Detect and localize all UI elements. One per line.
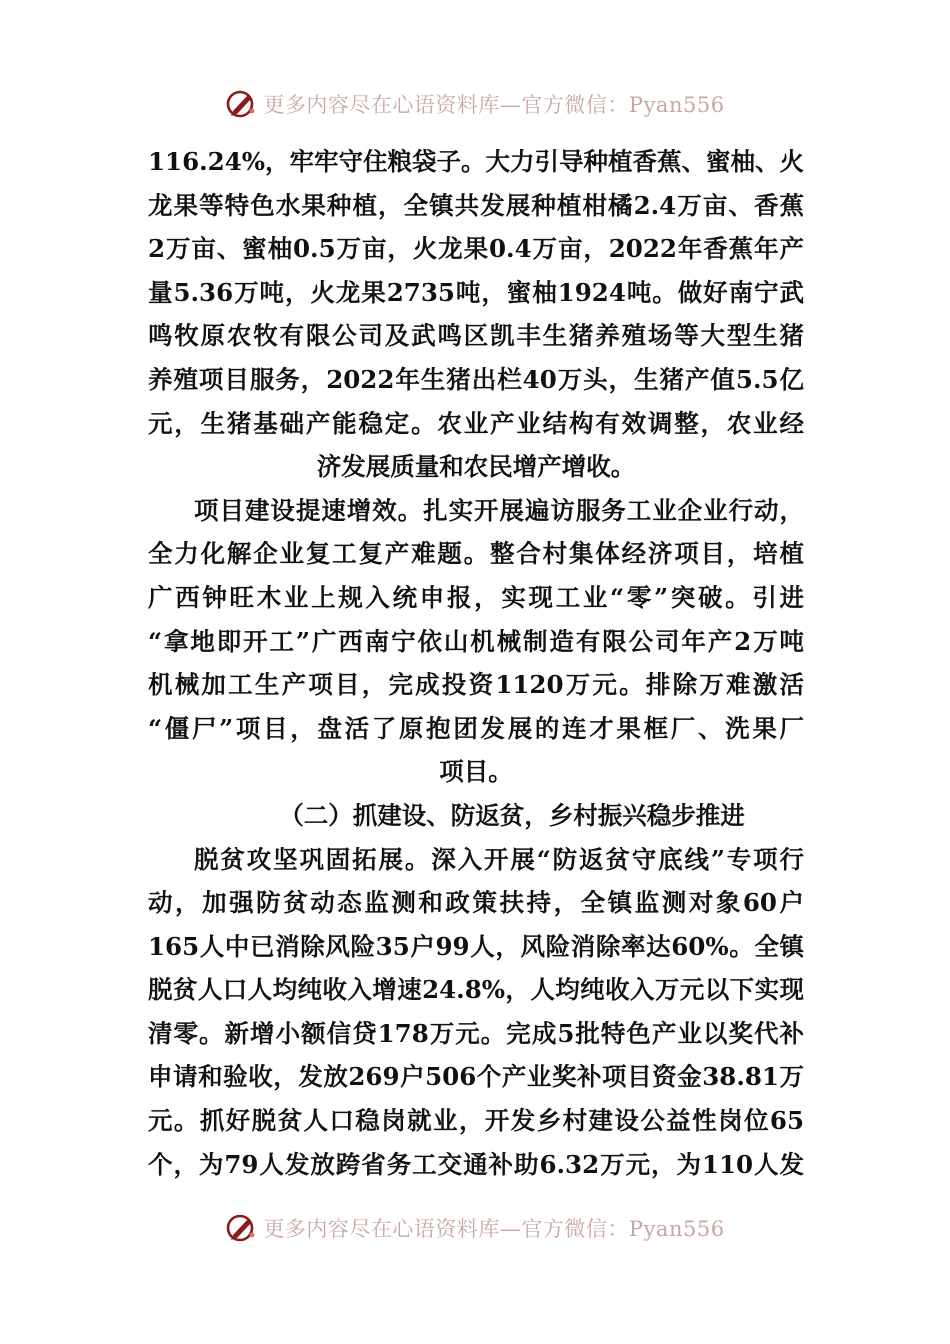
text-line: 机械加工生产项目，完成投资1120万元。排除万难激活 — [148, 670, 804, 700]
paragraph-start: 脱贫攻坚巩固拓展。深入开展“防返贫守底线”专项行 — [194, 844, 804, 874]
text-line: 脱贫人口人均纯收入增速24.8%，人均纯收入万元以下实现 — [148, 975, 804, 1005]
paragraph-start: 项目建设提速增效。扎实开展遍访服务工业企业行动， — [194, 495, 804, 525]
text-line: 2万亩、蜜柚0.5万亩，火龙果0.4万亩，2022年香蕉年产 — [148, 234, 804, 264]
document-body — [148, 140, 804, 1186]
text-line: 量5.36万吨，火龙果2735吨，蜜柚1924吨。做好南宁武 — [148, 277, 804, 307]
section-heading: （二）抓建设、防返贫，乡村振兴稳步推进 — [279, 800, 745, 830]
watermark-text: 更多内容尽在心语资料库—官方微信：Pyan556 — [263, 93, 725, 117]
text-line: 全力化解企业复工复产难题。整合村集体经济项目，培植 — [148, 539, 804, 569]
text-line: 养殖项目服务，2022年生猪出栏40万头，生猪产值5.5亿 — [148, 364, 804, 394]
watermark-banner-top — [0, 84, 950, 124]
text-line: 申请和验收，发放269户506个产业奖补项目资金38.81万 — [148, 1062, 804, 1092]
text-line: “拿地即开工”广西南宁依山机械制造有限公司年产2万吨 — [148, 626, 804, 656]
text-line: 清零。新增小额信贷178万元。完成5批特色产业以奖代补 — [148, 1018, 804, 1048]
watermark-text: 更多内容尽在心语资料库—官方微信：Pyan556 — [263, 1217, 725, 1241]
text-line: 项目。 — [439, 757, 513, 787]
text-line: 广西钟旺木业上规入统申报，实现工业“零”突破。引进 — [148, 582, 804, 612]
text-line: 116.24%，牢牢守住粮袋子。大力引导种植香蕉、蜜柚、火 — [148, 147, 804, 176]
pen-logo-icon — [225, 1211, 259, 1245]
text-line: 鸣牧原农牧有限公司及武鸣区凯丰生猪养殖场等大型生猪 — [148, 321, 804, 351]
text-line: 动，加强防贫动态监测和政策扶持，全镇监测对象60户 — [148, 888, 804, 918]
text-line: 济发展质量和农民增产增收。 — [316, 452, 636, 482]
text-line: 龙果等特色水果种植，全镇共发展种植柑橘2.4万亩、香蕉 — [148, 190, 804, 220]
text-line: 元，生猪基础产能稳定。农业产业结构有效调整，农业经 — [148, 408, 804, 438]
text-line: 个，为79人发放跨省务工交通补助6.32万元，为110人发 — [148, 1149, 804, 1179]
text-line: 165人中已消除风险35户99人，风险消除率达60%。全镇 — [148, 931, 804, 961]
pen-logo-icon — [225, 87, 259, 121]
text-line: 元。抓好脱贫人口稳岗就业，开发乡村建设公益性岗位65 — [148, 1106, 804, 1136]
text-line: “僵尸”项目，盘活了原抱团发展的连才果框厂、洗果厂 — [148, 713, 804, 743]
watermark-banner-bottom — [0, 1208, 950, 1248]
